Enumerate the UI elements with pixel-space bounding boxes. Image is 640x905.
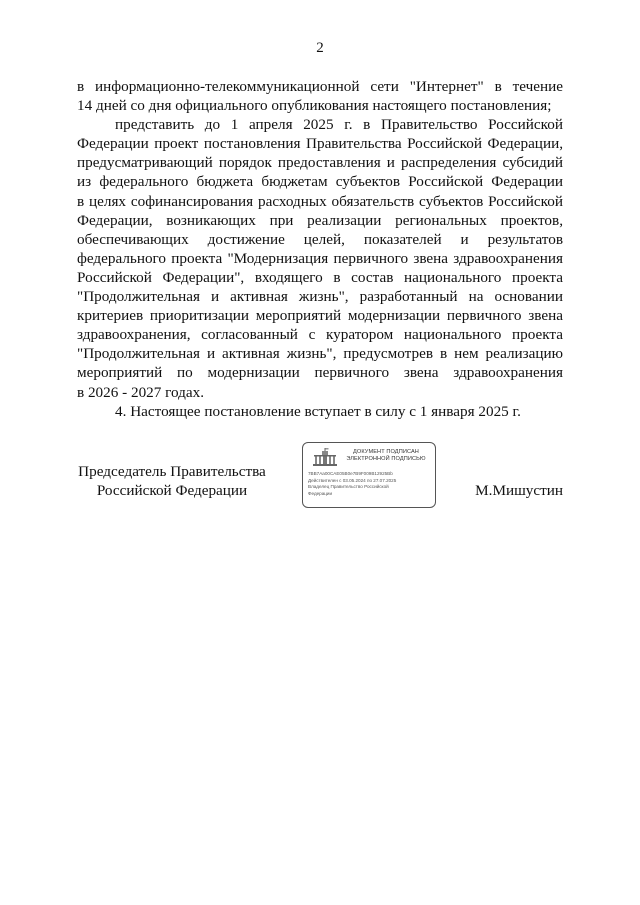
text-line: Федерации, возникающих при реализации региональных проектов, xyxy=(77,211,563,229)
text-line: обеспечивающих достижение целей, показателей и результатов xyxy=(77,230,563,248)
stamp-details xyxy=(308,471,434,497)
text-line: в 2026 - 2027 годах. xyxy=(77,383,205,401)
text-line: предусматривающий порядок предоставления и распределения субсидий xyxy=(77,154,563,172)
government-building-icon xyxy=(312,448,338,467)
signature-block xyxy=(77,440,563,512)
electronic-signature-stamp xyxy=(302,442,436,508)
signer-position xyxy=(77,462,267,500)
text-line: 4. Настоящее постановление вступает в силу с 1 января 2025 г. xyxy=(115,402,521,420)
stamp-title xyxy=(341,449,431,463)
page-number: 2 xyxy=(316,40,324,56)
stamp-certificate: 7BB7Aa00CAE05B0e7B9F009B12925Bb xyxy=(308,471,393,476)
signer-position-line: Российской Федерации xyxy=(96,482,248,499)
stamp-title-line: ДОКУМЕНТ ПОДПИСАН xyxy=(353,449,419,455)
text-line: критериев приоритизации мероприятий модернизации первичного звена xyxy=(77,307,563,325)
signer-name: М.Мишустин xyxy=(475,482,563,499)
document-body xyxy=(77,77,563,421)
text-line: 14 дней со дня официального опубликования настоящего постановления; xyxy=(77,97,552,115)
text-line: представить до 1 апреля 2025 г. в Правительство Российской xyxy=(115,116,563,134)
text-line: в информационно-телекоммуникационной сети "Интернет" в течение xyxy=(77,78,563,95)
text-line: из федерального бюджета бюджетам субъектов Российской Федерации xyxy=(77,173,563,191)
stamp-validity: Действителен с 03.05.2024 по 27.07.2025 xyxy=(308,477,397,483)
text-line: "Продолжительная и активная жизнь", разработанный на основании xyxy=(77,288,563,306)
stamp-title-line: ЭЛЕКТРОННОЙ ПОДПИСЬЮ xyxy=(346,456,426,462)
text-line: в целях софинансирования расходных обязательств субъектов Российской xyxy=(77,192,563,210)
text-line: Российской Федерации", входящего в состав национального проекта xyxy=(77,268,563,286)
signer-position-line: Председатель Правительства xyxy=(78,463,266,480)
text-line: здравоохранения, согласованный с куратором национального проекта xyxy=(77,326,563,344)
text-line: Федерации проект постановления Правительства Российской Федерации, xyxy=(77,135,563,153)
stamp-owner: Федерации xyxy=(308,490,333,496)
stamp-owner: Владелец Правительство Российской xyxy=(308,484,389,490)
text-line: мероприятий по модернизации первичного звена здравоохранения xyxy=(77,364,563,382)
text-line: федерального проекта "Модернизация первичного звена здравоохранения xyxy=(77,249,563,267)
text-line: "Продолжительная и активная жизнь", предусмотрев в нем реализацию xyxy=(77,345,563,363)
